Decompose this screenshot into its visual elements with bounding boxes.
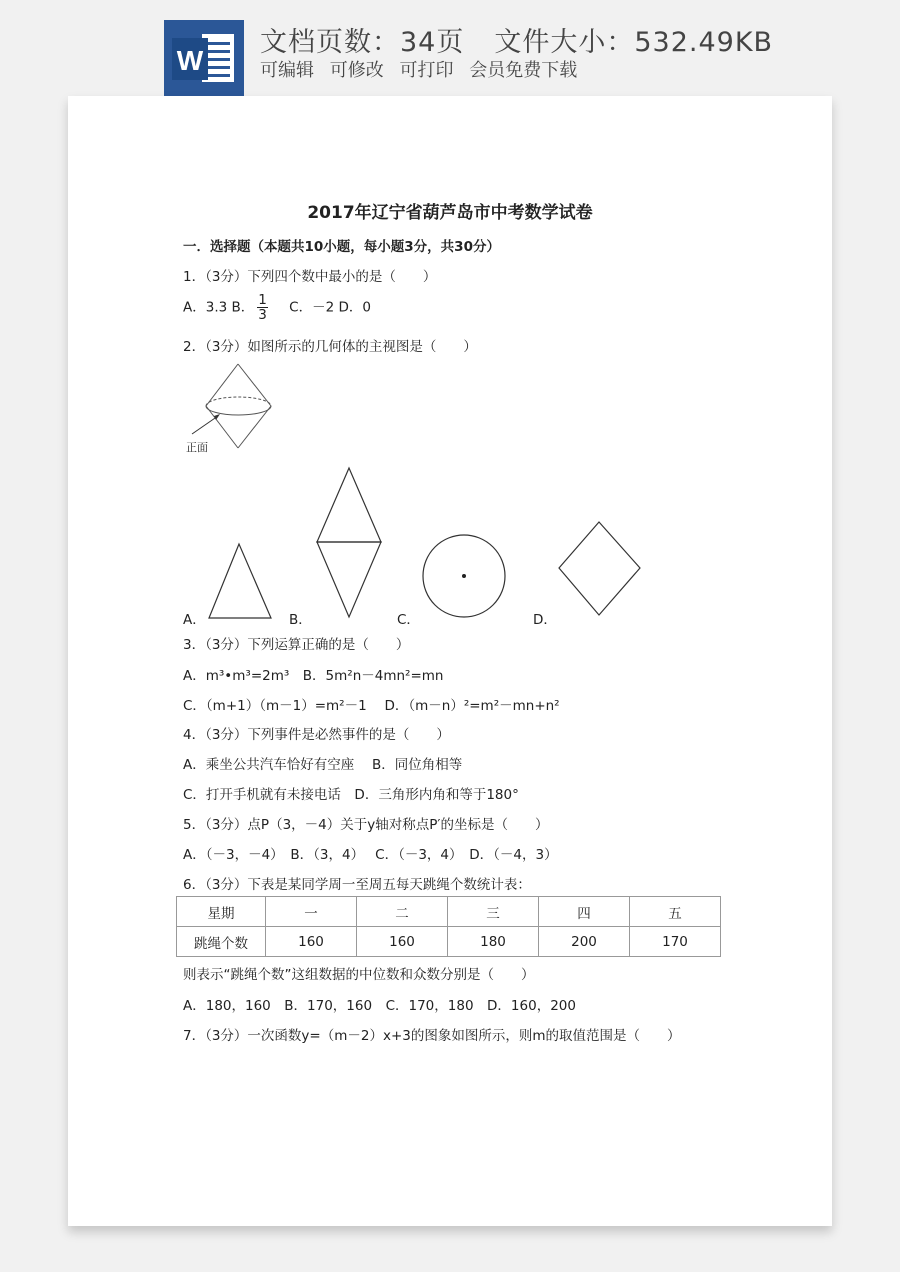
table-cell: 五 <box>630 897 721 927</box>
q1-option-c: C．－2 <box>289 299 335 316</box>
q3-options-ab: A．m³•m³=2m³ B．5m²n－4mn²=mn <box>183 668 444 684</box>
table-cell: 160 <box>357 927 448 957</box>
option-d-diamond <box>557 520 643 622</box>
feature-editable: 可编辑 <box>260 60 314 81</box>
page-count: 文档页数：34页 <box>260 27 465 58</box>
q2-label-c: C． <box>397 612 420 628</box>
q5-options: A．（－3，－4） B．（3，4） C．（－3，4） D．（－4，3） <box>183 847 558 863</box>
q1-option-d: D．0 <box>338 299 371 316</box>
banner-stats <box>260 20 773 59</box>
table-header-row <box>177 897 721 927</box>
q2-label-a: A． <box>183 612 206 628</box>
fraction-numerator: 1 <box>258 292 267 308</box>
q4-options-ab: A．乘坐公共汽车恰好有空座 B．同位角相等 <box>183 757 463 773</box>
option-a-triangle <box>207 542 273 624</box>
table-cell: 160 <box>266 927 357 957</box>
table-row <box>177 927 721 957</box>
q1-option-b: B． <box>231 299 255 316</box>
question-3-stem: 3．（3分）下列运算正确的是（ ） <box>183 637 410 653</box>
table-cell: 三 <box>448 897 539 927</box>
document-page <box>68 96 832 1226</box>
question-1-options <box>183 293 371 322</box>
q2-label-d: D． <box>533 612 557 628</box>
q2-label-b: B． <box>289 612 312 628</box>
table-cell: 一 <box>266 897 357 927</box>
q6-options: A．180，160 B．170，160 C．170，180 D．160，200 <box>183 998 576 1014</box>
question-4-stem: 4．（3分）下列事件是必然事件的是（ ） <box>183 727 450 743</box>
fraction-denominator: 3 <box>258 307 267 323</box>
banner-features <box>260 56 587 82</box>
q4-options-cd: C．打开手机就有未接电话 D．三角形内角和等于180° <box>183 787 519 803</box>
table-cell: 跳绳个数 <box>177 927 266 957</box>
feature-printable: 可打印 <box>399 60 454 81</box>
option-c-circle <box>420 532 508 624</box>
question-2-stem: 2．（3分）如图所示的几何体的主视图是（ ） <box>183 339 477 355</box>
page-title: 2017年辽宁省葫芦岛市中考数学试卷 <box>307 203 593 223</box>
jump-rope-table <box>176 896 721 957</box>
front-label: 正面 <box>186 441 208 454</box>
q1-option-a: A．3.3 <box>183 299 228 316</box>
table-cell: 180 <box>448 927 539 957</box>
q6-follow-up: 则表示“跳绳个数”这组数据的中位数和众数分别是（ ） <box>183 967 535 983</box>
table-cell: 170 <box>630 927 721 957</box>
feature-modifiable: 可修改 <box>329 60 384 81</box>
table-cell: 200 <box>539 927 630 957</box>
question-6-stem: 6．（3分）下表是某同学周一至周五每天跳绳个数统计表： <box>183 877 531 893</box>
file-size: 文件大小：532.49KB <box>494 27 774 58</box>
q1-fraction <box>257 293 268 322</box>
word-icon <box>164 20 244 96</box>
q3-options-cd: C．（m+1）（m－1）=m²－1 D．（m－n）²=m²－mn+n² <box>183 698 560 714</box>
document-content <box>68 96 832 1226</box>
table-cell: 四 <box>539 897 630 927</box>
download-banner <box>0 0 900 96</box>
table-cell: 二 <box>357 897 448 927</box>
table-cell: 星期 <box>177 897 266 927</box>
question-7-stem: 7．（3分）一次函数y=（m－2）x+3的图象如图所示，则m的取值范围是（ ） <box>183 1028 681 1044</box>
question-5-stem: 5．（3分）点P（3，－4）关于y轴对称点P′的坐标是（ ） <box>183 817 549 833</box>
option-b-double-triangle <box>315 466 383 624</box>
section-heading: 一．选择题（本题共10小题，每小题3分，共30分） <box>183 239 500 255</box>
svg-text:W: W <box>176 45 204 76</box>
feature-member-download[interactable]: 会员免费下载 <box>469 60 578 81</box>
question-1-stem: 1．（3分）下列四个数中最小的是（ ） <box>183 269 437 285</box>
